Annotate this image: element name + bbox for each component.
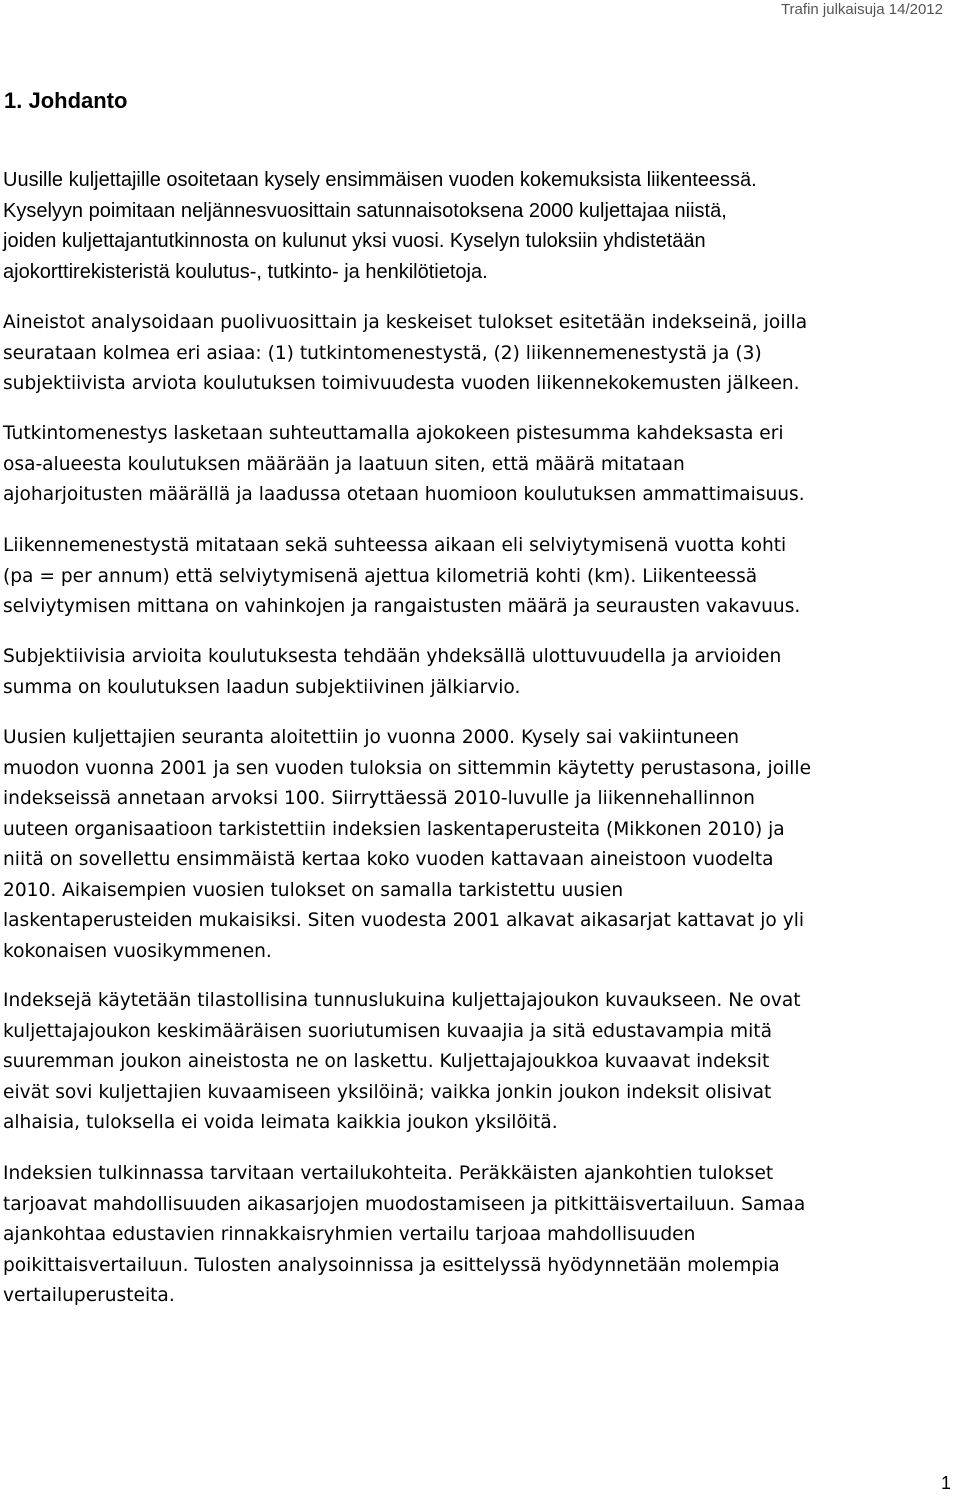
paragraph-line: Uusille kuljettajille osoitetaan kysely ensimmäisen vuoden kokemuksista liikenteessä. — [3, 169, 757, 191]
paragraph-line: Indeksejä käytetään tilastollisina tunnuslukuina kuljettajajoukon kuvaukseen. Ne ovat — [3, 990, 801, 1011]
paragraph-line: osa-alueesta koulutuksen määrään ja laatuun siten, että määrä mitataan — [3, 453, 685, 475]
paragraph-history — [3, 723, 960, 967]
paragraph-line: alhaisia, tuloksella ei voida leimata kaikkia joukon yksilöitä. — [3, 1112, 558, 1133]
paragraph-line: ajoharjoitusten määrällä ja laadussa otetaan huomioon koulutuksen ammattimaisuus. — [3, 484, 805, 505]
paragraph-analysis — [3, 308, 960, 400]
paragraph-line: ajokorttirekisteristä koulutus-, tutkinto- ja henkilötietoja. — [3, 260, 488, 283]
running-header: Trafin julkaisuja 14/2012 — [780, 1, 943, 18]
paragraph-line: Indeksien tulkinnassa tarvitaan vertailukohteita. Peräkkäisten ajankohtien tulokset — [3, 1163, 774, 1184]
paragraph-line: tarjoavat mahdollisuuden aikasarjojen muodostamiseen ja pitkittäisvertailuun. Samaa — [3, 1193, 806, 1215]
paragraph-line: (pa = per annum) että selviytymisenä ajettua kilometriä kohti (km). Liikenteessä — [3, 565, 758, 587]
section-heading: 1. Johdanto — [4, 88, 128, 113]
paragraph-line: uuteen organisaatioon tarkistettiin indeksien laskentaperusteita (Mikkonen 2010) ja — [3, 818, 785, 840]
paragraph-line: vertailuperusteita. — [3, 1285, 175, 1306]
paragraph-line: Aineistot analysoidaan puolivuosittain ja keskeiset tulokset esitetään indekseinä, joilla — [3, 312, 808, 333]
paragraph-line: Liikennemenestystä mitataan sekä suhteessa aikaan eli selviytymisenä vuotta kohti — [3, 535, 787, 556]
paragraph-line: kuljettajajoukon keskimääräisen suoriutumisen kuvaajia ja sitä edustavampia mitä — [3, 1020, 772, 1042]
paragraph-line: subjektiivista arviota koulutuksen toimivuudesta vuoden liikennekokemusten jälkeen. — [3, 373, 800, 394]
paragraph-indices-usage — [3, 986, 960, 1139]
paragraph-subjective — [3, 642, 960, 703]
paragraph-line: ajankohtaa edustavien rinnakkaisryhmien vertailu tarjoaa mahdollisuuden — [3, 1224, 696, 1245]
paragraph-line: joiden kuljettajantutkinnosta on kulunut yksi vuosi. Kyselyn tuloksiin yhdistetään — [3, 230, 706, 252]
paragraph-line: poikittaisvertailuun. Tulosten analysoinnissa ja esittelyssä hyödynnetään molempia — [3, 1254, 780, 1276]
paragraph-line: selviytymisen mittana on vahinkojen ja rangaistusten määrä ja seurausten vakavuus. — [3, 596, 801, 617]
paragraph-line: niitä on sovellettu ensimmäistä kertaa koko vuoden kattavaan aineistoon vuodelta — [3, 849, 774, 870]
paragraph-line: 2010. Aikaisempien vuosien tulokset on samalla tarkistettu uusien — [3, 879, 624, 901]
paragraph-test-success — [3, 419, 960, 511]
paragraph-line: Subjektiivisia arvioita koulutuksesta tehdään yhdeksällä ulottuvuudella ja arvioiden — [3, 646, 782, 667]
paragraph-line: Tutkintomenestys lasketaan suhteuttamalla ajokokeen pistesumma kahdeksasta eri — [3, 423, 784, 444]
paragraph-line: laskentaperusteiden mukaisiksi. Siten vuodesta 2001 alkavat aikasarjat kattavat jo yli — [3, 910, 805, 931]
paragraph-line: muodon vuonna 2001 ja sen vuoden tuloksia on sittemmin käytetty perustasona, joille — [3, 757, 812, 779]
paragraph-line: suuremman joukon aineistosta ne on laskettu. Kuljettajajoukkoa kuvaavat indeksit — [3, 1051, 770, 1072]
paragraph-line: eivät sovi kuljettajien kuvaamiseen yksilöinä; vaikka jonkin joukon indeksit olisivat — [3, 1081, 772, 1103]
page-number: 1 — [940, 1473, 951, 1493]
paragraph-line: Uusien kuljettajien seuranta aloitettiin jo vuonna 2000. Kysely sai vakiintuneen — [3, 727, 739, 748]
paragraph-line: Kyselyyn poimitaan neljännesvuosittain satunnaisotoksena 2000 kuljettajaa niistä, — [3, 199, 727, 222]
paragraph-line: kokonaisen vuosikymmenen. — [3, 940, 272, 962]
paragraph-line: indekseissä annetaan arvoksi 100. Siirryttäessä 2010-luvulle ja liikennehallinnon — [3, 788, 755, 809]
paragraph-traffic-success — [3, 531, 960, 623]
paragraph-line: seurataan kolmea eri asiaa: (1) tutkintomenestystä, (2) liikennemenestystä ja (3) — [3, 342, 762, 364]
paragraph-line: summa on koulutuksen laadun subjektiivinen jälkiarvio. — [3, 676, 521, 698]
paragraph-interpretation — [3, 1159, 960, 1312]
paragraph-intro — [3, 165, 960, 287]
